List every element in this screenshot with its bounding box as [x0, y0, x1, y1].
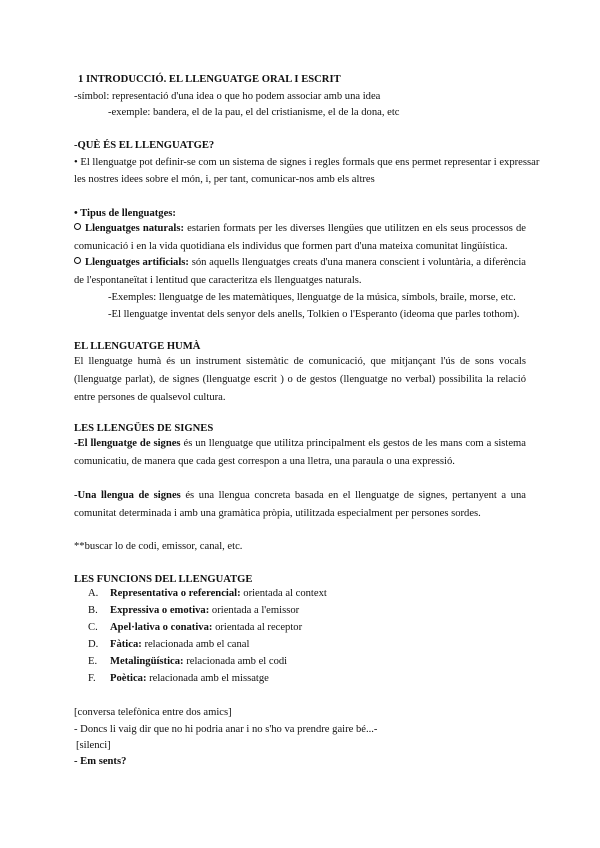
function-text: orientada al receptor: [215, 622, 303, 633]
sign-tongue-label: -Una llengua de signes: [74, 490, 181, 501]
list-item: [88, 587, 327, 604]
artificial-languages-text: són aquells llenguatges creats d'una manera conscient i voluntària, a diferència de l'espontaneïtat i lentitud que caracteritza els llenguatges naturals.: [74, 257, 526, 286]
sign-tongue-paragraph: [74, 487, 526, 523]
function-text: relacionada amb el missatge: [149, 673, 269, 684]
list-item: [88, 655, 327, 672]
list-marker: E.: [88, 656, 98, 667]
dialog-line-2: - Em sents?: [74, 756, 127, 767]
language-functions-heading: LES FUNCIONS DEL LLENGUATGE: [74, 574, 253, 585]
artificial-languages-label: Llenguatges artificials:: [85, 257, 189, 268]
function-text: relacionada amb el codi: [186, 656, 288, 667]
sign-language-paragraph: [74, 435, 526, 471]
language-types-heading: • Tipus de llenguatges:: [74, 208, 176, 219]
artificial-languages-paragraph: [74, 254, 526, 290]
note-text: **buscar lo de codi, emissor, canal, etc.: [74, 541, 243, 552]
sign-language-text: és un llenguatge que utilitza principalment els gestos de les mans com a sistema comunicatiu, de manera que cada gest correspon a una lletra, una paraula o una expressió.: [74, 438, 526, 467]
dialog-line-1: - Doncs li vaig dir que no hi podria anar i no s'ho va prendre gaire bé...-: [74, 724, 378, 735]
human-language-paragraph: El llenguatge humà és un instrument sistemàtic de comunicació, que mitjançant l'ús de sons vocals (llenguatge parlat), de signes (llenguatge escrit ) o de gestos (llenguatge no verbal) possibilita la relació entre persones de qualsevol cultura.: [74, 356, 526, 403]
list-marker: B.: [88, 605, 98, 616]
circle-bullet-icon: [74, 257, 81, 264]
document-title: 1 INTRODUCCIÓ. EL LLENGUATGE ORAL I ESCRIT: [78, 74, 341, 85]
human-language-heading: EL LLENGUATGE HUMÀ: [74, 341, 201, 352]
list-marker: D.: [88, 639, 99, 650]
list-marker: C.: [88, 622, 98, 633]
what-is-language-heading: -QUÈ ÉS EL LLENGUATGE?: [74, 140, 215, 151]
symbol-definition: -símbol: representació d'una idea o que ho podem associar amb una idea: [74, 91, 381, 102]
what-is-language-text-line-2: les nostres idees sobre el món, i, per tant, comunicar-nos amb els altres: [74, 174, 375, 185]
sign-languages-heading: LES LLENGÜES DE SIGNES: [74, 423, 214, 434]
function-label: Fàtica:: [110, 639, 142, 650]
natural-languages-label: Llenguatges naturals:: [85, 223, 185, 234]
artificial-example-2: -El llenguatge inventat dels senyor dels anells, Tolkien o l'Esperanto (ideoma que parles tothom).: [108, 309, 520, 320]
natural-languages-text: estarien formats per les diverses llengües que utilitzen en els seus processos de comunicació i en la vida quotidiana els individus que formen part d'una mateixa comunitat lingüística.: [74, 223, 526, 252]
circle-bullet-icon: [74, 223, 81, 230]
language-functions-list: [88, 587, 327, 689]
function-label: Apel·lativa o conativa:: [110, 622, 213, 633]
what-is-language-text-line-1: • El llenguatge pot definir-se com un sistema de signes i regles formals que ens permet representar i expressar: [74, 157, 540, 168]
sign-tongue-text: és una llengua concreta basada en el llenguatge de signes, pertanyent a una comunitat determinada i amb una gramàtica pròpia, utilitzada especialment per persones sordes.: [74, 490, 526, 519]
function-label: Metalingüística:: [110, 656, 184, 667]
symbol-example: -exemple: bandera, el de la pau, el del cristianisme, el de la dona, etc: [108, 107, 400, 118]
list-item: [88, 672, 327, 689]
list-marker: F.: [88, 673, 96, 684]
list-marker: A.: [88, 588, 99, 599]
list-item: [88, 638, 327, 655]
sign-language-label: -El llenguatge de signes: [74, 438, 181, 449]
dialog-silence: [silenci]: [76, 740, 111, 751]
list-item: [88, 604, 327, 621]
function-text: relacionada amb el canal: [144, 639, 250, 650]
artificial-example-1: -Exemples: llenguatge de les matemàtiques, llenguatge de la música, símbols, braile, morse, etc.: [108, 292, 516, 303]
function-text: orientada al context: [243, 588, 327, 599]
function-label: Representativa o referencial:: [110, 588, 241, 599]
dialog-context: [conversa telefònica entre dos amics]: [74, 707, 232, 718]
natural-languages-paragraph: [74, 220, 526, 256]
function-label: Expressiva o emotiva:: [110, 605, 210, 616]
function-label: Poètica:: [110, 673, 147, 684]
list-item: [88, 621, 327, 638]
function-text: orientada a l'emissor: [211, 605, 300, 616]
